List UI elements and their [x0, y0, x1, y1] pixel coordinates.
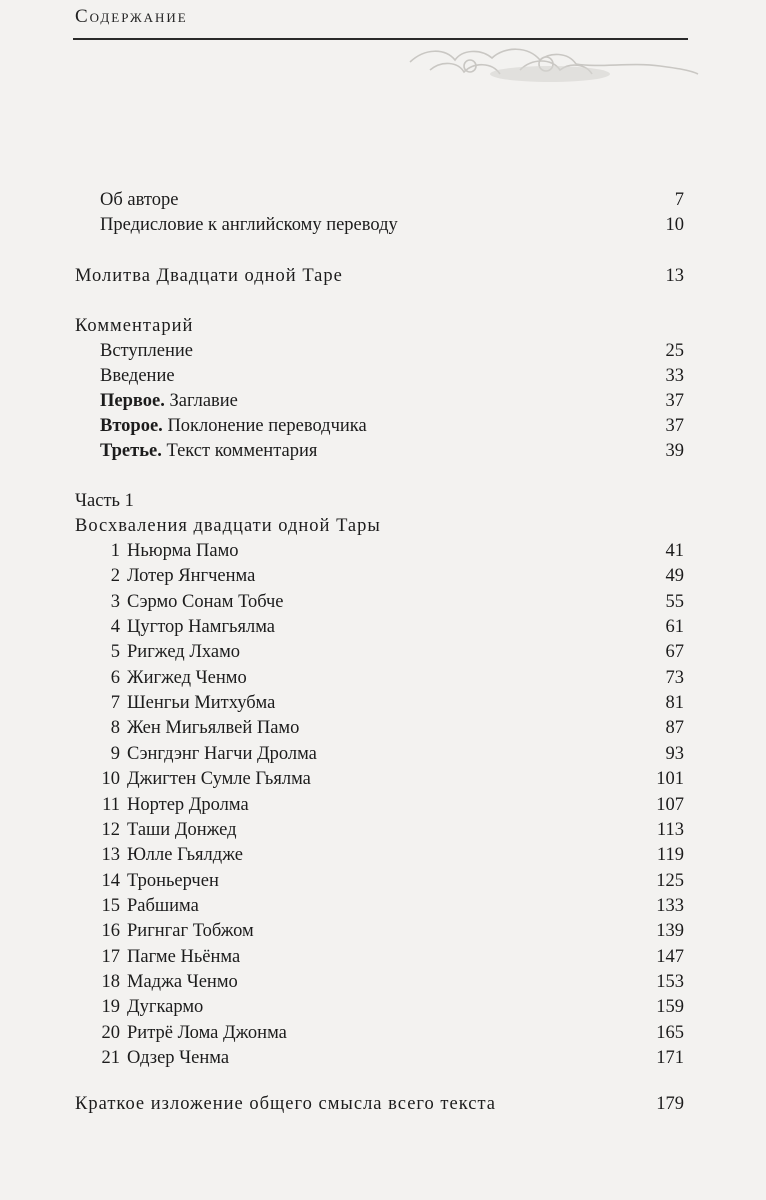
- toc-entry-praise-5[interactable]: [0, 640, 766, 664]
- entry-number: 8: [110, 718, 120, 739]
- entry-page: 39: [665, 441, 684, 461]
- toc-entry-praise-12[interactable]: [0, 818, 766, 842]
- toc-entry-commentary-2[interactable]: [0, 364, 766, 388]
- toc-entry-praise-10[interactable]: [0, 767, 766, 791]
- entry-number: 21: [101, 1048, 120, 1068]
- toc-entry-praise-8[interactable]: [0, 716, 766, 740]
- entry-page: 37: [665, 391, 684, 411]
- entry-number: 5: [110, 642, 120, 663]
- entry-page: 165: [656, 1022, 684, 1043]
- entry-page: 67: [665, 642, 684, 663]
- entry-number: 18: [101, 971, 120, 992]
- entry-title: Пагме Ньёнма: [127, 946, 241, 967]
- entry-prefix: Третье.: [100, 441, 162, 461]
- entry-page: 113: [656, 819, 684, 840]
- toc-entry-praise-4[interactable]: [0, 615, 766, 639]
- entry-title: Молитва Двадцати одной Таре: [75, 266, 343, 286]
- entry-page: 73: [665, 667, 684, 688]
- entry-number: 15: [101, 895, 120, 916]
- entry-title: Троньерчен: [127, 870, 219, 891]
- entry-title: Жигжед Ченмо: [127, 667, 247, 688]
- entry-page: 61: [665, 617, 684, 638]
- entry-page: 101: [656, 769, 684, 790]
- entry-title: Ритрё Лома Джонма: [127, 1022, 287, 1043]
- entry-title: Жен Мигьялвей Памо: [127, 718, 300, 739]
- toc-entry-praise-17[interactable]: [0, 945, 766, 969]
- entry-title: Предисловие к английскому переводу: [100, 215, 398, 235]
- entry-page: 179: [656, 1094, 684, 1114]
- entry-page: 119: [656, 845, 684, 866]
- entry-page: 147: [656, 946, 684, 967]
- entry-number: 1: [110, 541, 120, 561]
- entry-page: 25: [665, 341, 684, 361]
- entry-number: 3: [110, 591, 120, 612]
- entry-title: Цугтор Намгьялма: [127, 617, 275, 638]
- entry-number: 19: [101, 997, 120, 1018]
- entry-title: Сэрмо Сонам Тобче: [127, 591, 284, 612]
- entry-title: Текст комментария: [161, 441, 318, 461]
- entry-page: 13: [665, 266, 684, 286]
- entry-title: Ньюрма Памо: [127, 541, 239, 561]
- entry-title: Таши Донжед: [127, 819, 237, 840]
- entry-number: 16: [101, 921, 120, 942]
- toc-entry-prayer[interactable]: [0, 264, 766, 288]
- entry-page: 87: [665, 718, 684, 739]
- entry-number: 13: [101, 845, 120, 866]
- entry-page: 55: [665, 591, 684, 612]
- entry-title: Юлле Гьялдже: [127, 845, 243, 866]
- entry-title: Об авторе: [100, 190, 179, 210]
- toc-entry-commentary-4[interactable]: [0, 414, 766, 438]
- entry-page: 159: [656, 997, 684, 1018]
- entry-title: Рабшима: [127, 895, 199, 916]
- entry-page: 10: [665, 215, 684, 235]
- toc-entry-summary[interactable]: [0, 1092, 766, 1116]
- entry-number: 14: [101, 870, 120, 891]
- entry-prefix: Второе.: [100, 416, 163, 436]
- entry-page: 133: [656, 895, 684, 916]
- toc-entry-praise-6[interactable]: [0, 666, 766, 690]
- entry-number: 12: [101, 819, 120, 840]
- entry-title: Джигтен Сумле Гьялма: [127, 769, 311, 790]
- toc-entry-praise-11[interactable]: [0, 793, 766, 817]
- entry-number: 11: [102, 794, 120, 815]
- entry-prefix: Первое.: [100, 391, 165, 411]
- toc-entry-praise-9[interactable]: [0, 742, 766, 766]
- entry-page: 153: [656, 971, 684, 992]
- entry-page: 81: [665, 693, 684, 714]
- entry-title: Заглавие: [164, 391, 238, 411]
- entry-page: 7: [674, 190, 684, 210]
- entry-number: 10: [101, 769, 120, 790]
- entry-title: Ригжед Лхамо: [127, 642, 241, 663]
- entry-page: 171: [656, 1048, 684, 1068]
- entry-title: Ригнгаг Тобжом: [127, 921, 254, 942]
- toc-entry-praise-16[interactable]: [0, 919, 766, 943]
- entry-number: 6: [110, 667, 120, 688]
- entry-page: 125: [656, 870, 684, 891]
- entry-title: Краткое изложение общего смысла всего текста: [75, 1094, 496, 1114]
- section-heading-commentary: Комментарий: [75, 316, 194, 336]
- toc-entry-about-author[interactable]: [0, 188, 766, 212]
- entry-number: 20: [101, 1022, 120, 1043]
- entry-title: Шенгьи Митхубма: [127, 693, 276, 714]
- toc-entry-praise-13[interactable]: [0, 843, 766, 867]
- page-header-title: Содержание: [75, 6, 188, 27]
- entry-page: 93: [665, 743, 684, 764]
- entry-page: 41: [665, 541, 684, 561]
- entry-title: Дугкармо: [127, 997, 204, 1018]
- part-subtitle: Восхваления двадцати одной Тары: [75, 516, 381, 536]
- toc-entry-commentary-5[interactable]: [0, 439, 766, 463]
- part-label: Часть 1: [75, 491, 134, 511]
- entry-number: 7: [110, 693, 120, 714]
- entry-number: 17: [101, 946, 120, 967]
- entry-title: Поклонение переводчика: [162, 416, 367, 436]
- entry-title: Введение: [100, 366, 175, 386]
- toc-entry-praise-7[interactable]: [0, 691, 766, 715]
- toc-entry-praise-2[interactable]: [0, 564, 766, 588]
- entry-number: 4: [110, 617, 120, 638]
- cloud-ornament-icon: [400, 40, 700, 110]
- toc-entry-praise-21[interactable]: [0, 1046, 766, 1070]
- toc-entry-praise-19[interactable]: [0, 995, 766, 1019]
- toc-entry-commentary-3[interactable]: [0, 389, 766, 413]
- toc-entry-praise-14[interactable]: [0, 869, 766, 893]
- entry-page: 139: [656, 921, 684, 942]
- entry-page: 49: [665, 566, 684, 587]
- toc-entry-commentary-1[interactable]: [0, 339, 766, 363]
- entry-title: Нортер Дролма: [127, 794, 249, 815]
- entry-number: 9: [110, 743, 120, 764]
- entry-page: 33: [665, 366, 684, 386]
- toc-entry-praise-15[interactable]: [0, 894, 766, 918]
- entry-title: Одзер Ченма: [127, 1048, 230, 1068]
- entry-title: Лотер Янгченма: [127, 566, 256, 587]
- entry-title: Сэнгдэнг Нагчи Дролма: [127, 743, 317, 764]
- toc-entry-preface[interactable]: [0, 213, 766, 237]
- entry-number: 2: [110, 566, 120, 587]
- entry-title: Маджа Ченмо: [127, 971, 238, 992]
- entry-title: Вступление: [100, 341, 193, 361]
- toc-entry-praise-1[interactable]: [0, 539, 766, 563]
- entry-page: 107: [656, 794, 684, 815]
- toc-entry-praise-18[interactable]: [0, 970, 766, 994]
- entry-page: 37: [665, 416, 684, 436]
- toc-entry-praise-3[interactable]: [0, 590, 766, 614]
- toc-entry-praise-20[interactable]: [0, 1021, 766, 1045]
